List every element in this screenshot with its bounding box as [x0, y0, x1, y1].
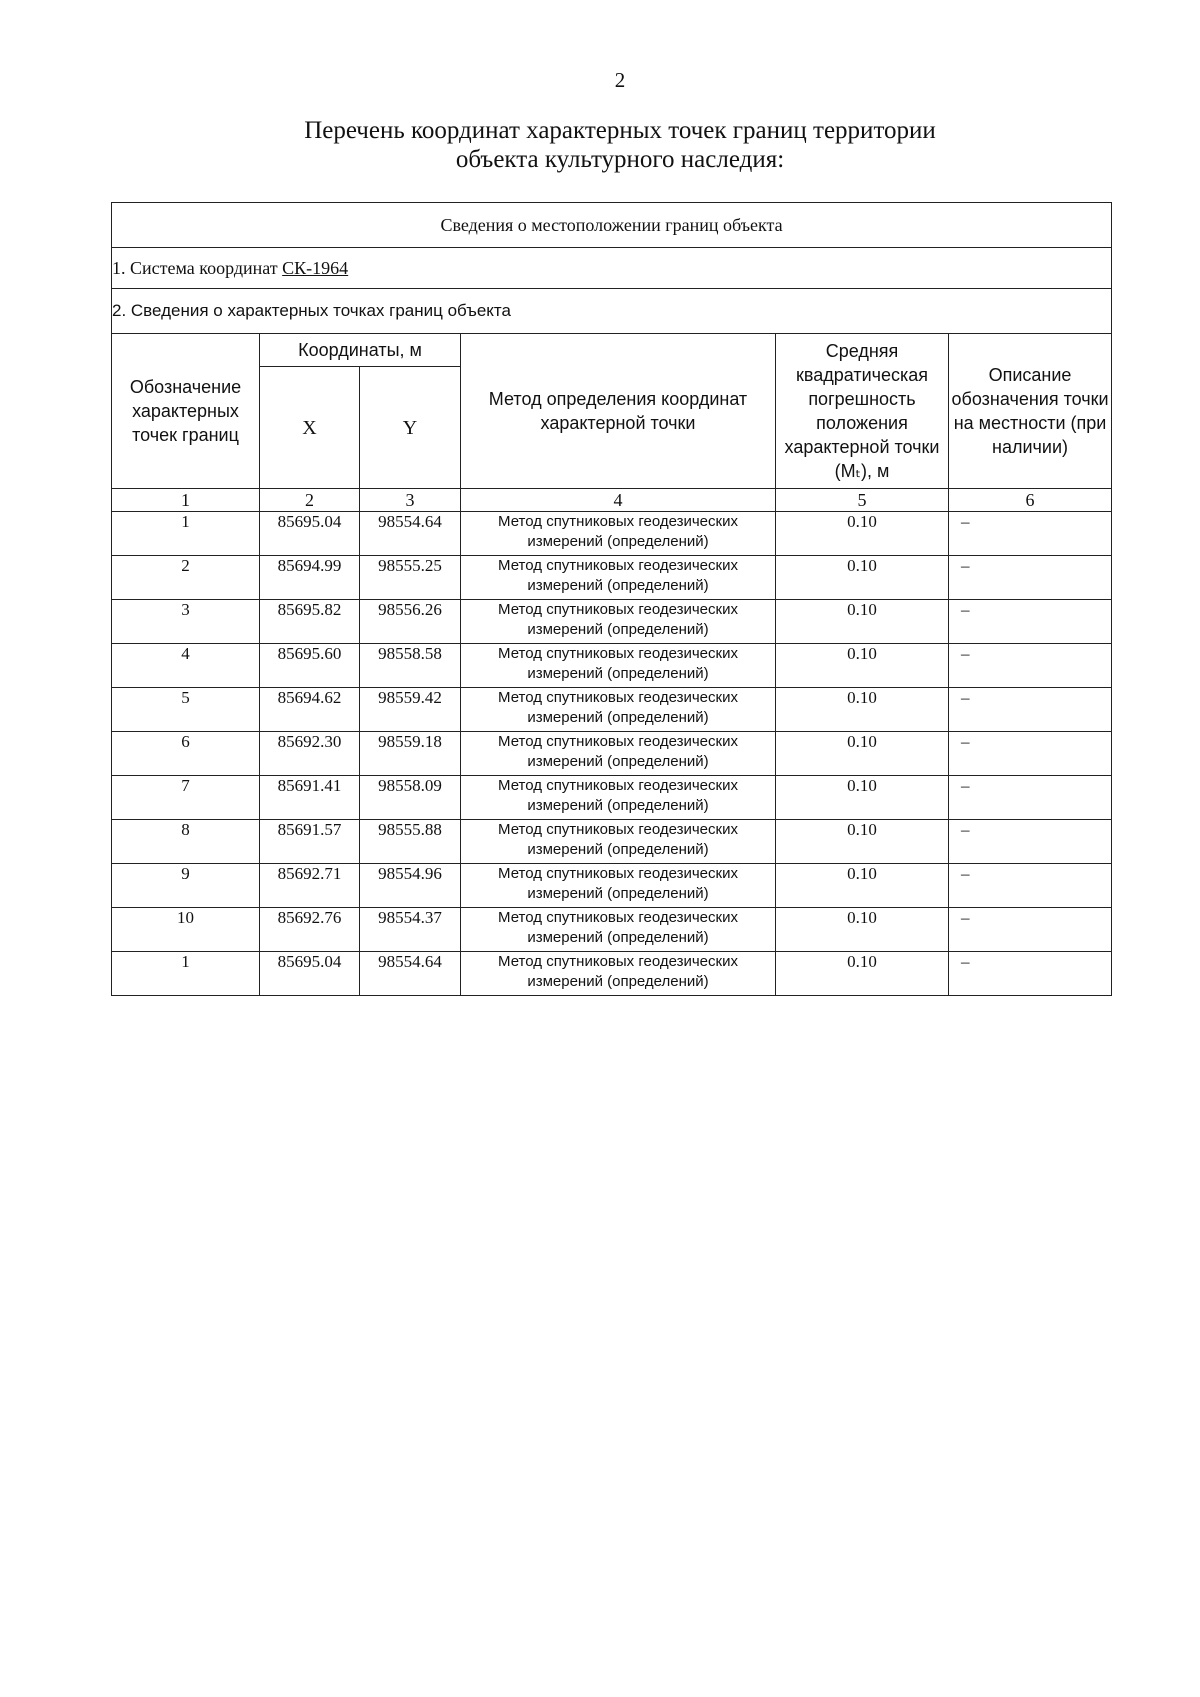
point-designation: 10 [112, 908, 260, 952]
point-designation: 9 [112, 864, 260, 908]
method-cell: Метод спутниковых геодезических измерений (определений) [461, 512, 776, 556]
coordinate-y: 98554.37 [360, 908, 461, 952]
coordinate-x: 85695.60 [260, 644, 360, 688]
coordinate-x: 85692.71 [260, 864, 360, 908]
description-cell: – [949, 688, 1112, 732]
coord-system-value: СК-1964 [282, 257, 349, 278]
page-number: 2 [614, 68, 626, 92]
error-cell: 0.10 [776, 688, 949, 732]
description-cell: – [949, 512, 1112, 556]
title-line-1: Перечень координат характерных точек границ территории [304, 117, 936, 144]
column-number: 6 [949, 489, 1112, 512]
method-cell: Метод спутниковых геодезических измерений (определений) [461, 908, 776, 952]
coordinates-table [111, 202, 1112, 996]
point-designation: 8 [112, 820, 260, 864]
header-method: Метод определения координат характерной точки [461, 334, 776, 489]
column-numbers-row [112, 489, 1112, 512]
method-cell: Метод спутниковых геодезических измерений (определений) [461, 644, 776, 688]
header-designation: Обозначение характерных точек границ [112, 334, 260, 489]
description-cell: – [949, 864, 1112, 908]
description-cell: – [949, 732, 1112, 776]
column-number: 4 [461, 489, 776, 512]
table-row [112, 908, 1112, 952]
table-row [112, 556, 1112, 600]
table-row [112, 952, 1112, 996]
table-body [112, 512, 1112, 996]
coordinate-y: 98559.18 [360, 732, 461, 776]
table-row [112, 512, 1112, 556]
point-designation: 3 [112, 600, 260, 644]
coordinate-x: 85692.30 [260, 732, 360, 776]
method-cell: Метод спутниковых геодезических измерений (определений) [461, 688, 776, 732]
description-cell: – [949, 908, 1112, 952]
header-error: Средняя квадратическая погрешность положения характерной точки (Mₜ), м [776, 334, 949, 489]
column-number: 1 [112, 489, 260, 512]
coordinate-x: 85691.41 [260, 776, 360, 820]
point-designation: 4 [112, 644, 260, 688]
error-cell: 0.10 [776, 556, 949, 600]
header-coordinates: Координаты, м [260, 334, 461, 367]
description-cell: – [949, 644, 1112, 688]
method-cell: Метод спутниковых геодезических измерений (определений) [461, 600, 776, 644]
section-title: Сведения о местоположении границ объекта [112, 203, 1112, 248]
header-y: Y [360, 367, 461, 489]
table-row [112, 864, 1112, 908]
coordinate-y: 98558.09 [360, 776, 461, 820]
coordinate-y: 98555.25 [360, 556, 461, 600]
method-cell: Метод спутниковых геодезических измерений (определений) [461, 732, 776, 776]
method-cell: Метод спутниковых геодезических измерений (определений) [461, 952, 776, 996]
coordinate-y: 98559.42 [360, 688, 461, 732]
table-row [112, 688, 1112, 732]
error-cell: 0.10 [776, 644, 949, 688]
error-cell: 0.10 [776, 908, 949, 952]
table-row [112, 644, 1112, 688]
header-description: Описание обозначения точки на местности (при наличии) [949, 334, 1112, 489]
error-cell: 0.10 [776, 732, 949, 776]
error-cell: 0.10 [776, 864, 949, 908]
points-section-title: 2. Сведения о характерных точках границ объекта [112, 289, 1112, 334]
error-cell: 0.10 [776, 512, 949, 556]
error-cell: 0.10 [776, 952, 949, 996]
document-title [0, 116, 1200, 174]
column-number: 2 [260, 489, 360, 512]
coord-system-label: 1. Система координат [112, 257, 283, 278]
coordinate-y: 98554.64 [360, 952, 461, 996]
description-cell: – [949, 820, 1112, 864]
point-designation: 2 [112, 556, 260, 600]
point-designation: 7 [112, 776, 260, 820]
coordinate-x: 85692.76 [260, 908, 360, 952]
coordinate-y: 98554.64 [360, 512, 461, 556]
coordinate-x: 85694.62 [260, 688, 360, 732]
point-designation: 1 [112, 512, 260, 556]
description-cell: – [949, 776, 1112, 820]
coordinate-x: 85695.04 [260, 512, 360, 556]
point-designation: 5 [112, 688, 260, 732]
coordinate-x: 85694.99 [260, 556, 360, 600]
table-row [112, 820, 1112, 864]
table-row [112, 600, 1112, 644]
table-row [112, 776, 1112, 820]
coordinate-y: 98558.58 [360, 644, 461, 688]
description-cell: – [949, 556, 1112, 600]
title-line-2: объекта культурного наследия: [455, 146, 785, 173]
coordinate-y: 98556.26 [360, 600, 461, 644]
method-cell: Метод спутниковых геодезических измерений (определений) [461, 864, 776, 908]
error-cell: 0.10 [776, 600, 949, 644]
table-row [112, 732, 1112, 776]
coordinate-x: 85691.57 [260, 820, 360, 864]
method-cell: Метод спутниковых геодезических измерений (определений) [461, 776, 776, 820]
coord-system-row [112, 248, 1112, 289]
coordinate-y: 98555.88 [360, 820, 461, 864]
coordinate-y: 98554.96 [360, 864, 461, 908]
method-cell: Метод спутниковых геодезических измерений (определений) [461, 556, 776, 600]
description-cell: – [949, 600, 1112, 644]
description-cell: – [949, 952, 1112, 996]
point-designation: 1 [112, 952, 260, 996]
column-number: 3 [360, 489, 461, 512]
column-number: 5 [776, 489, 949, 512]
point-designation: 6 [112, 732, 260, 776]
coordinate-x: 85695.82 [260, 600, 360, 644]
method-cell: Метод спутниковых геодезических измерений (определений) [461, 820, 776, 864]
error-cell: 0.10 [776, 820, 949, 864]
error-cell: 0.10 [776, 776, 949, 820]
header-x: X [260, 367, 360, 489]
coordinate-x: 85695.04 [260, 952, 360, 996]
